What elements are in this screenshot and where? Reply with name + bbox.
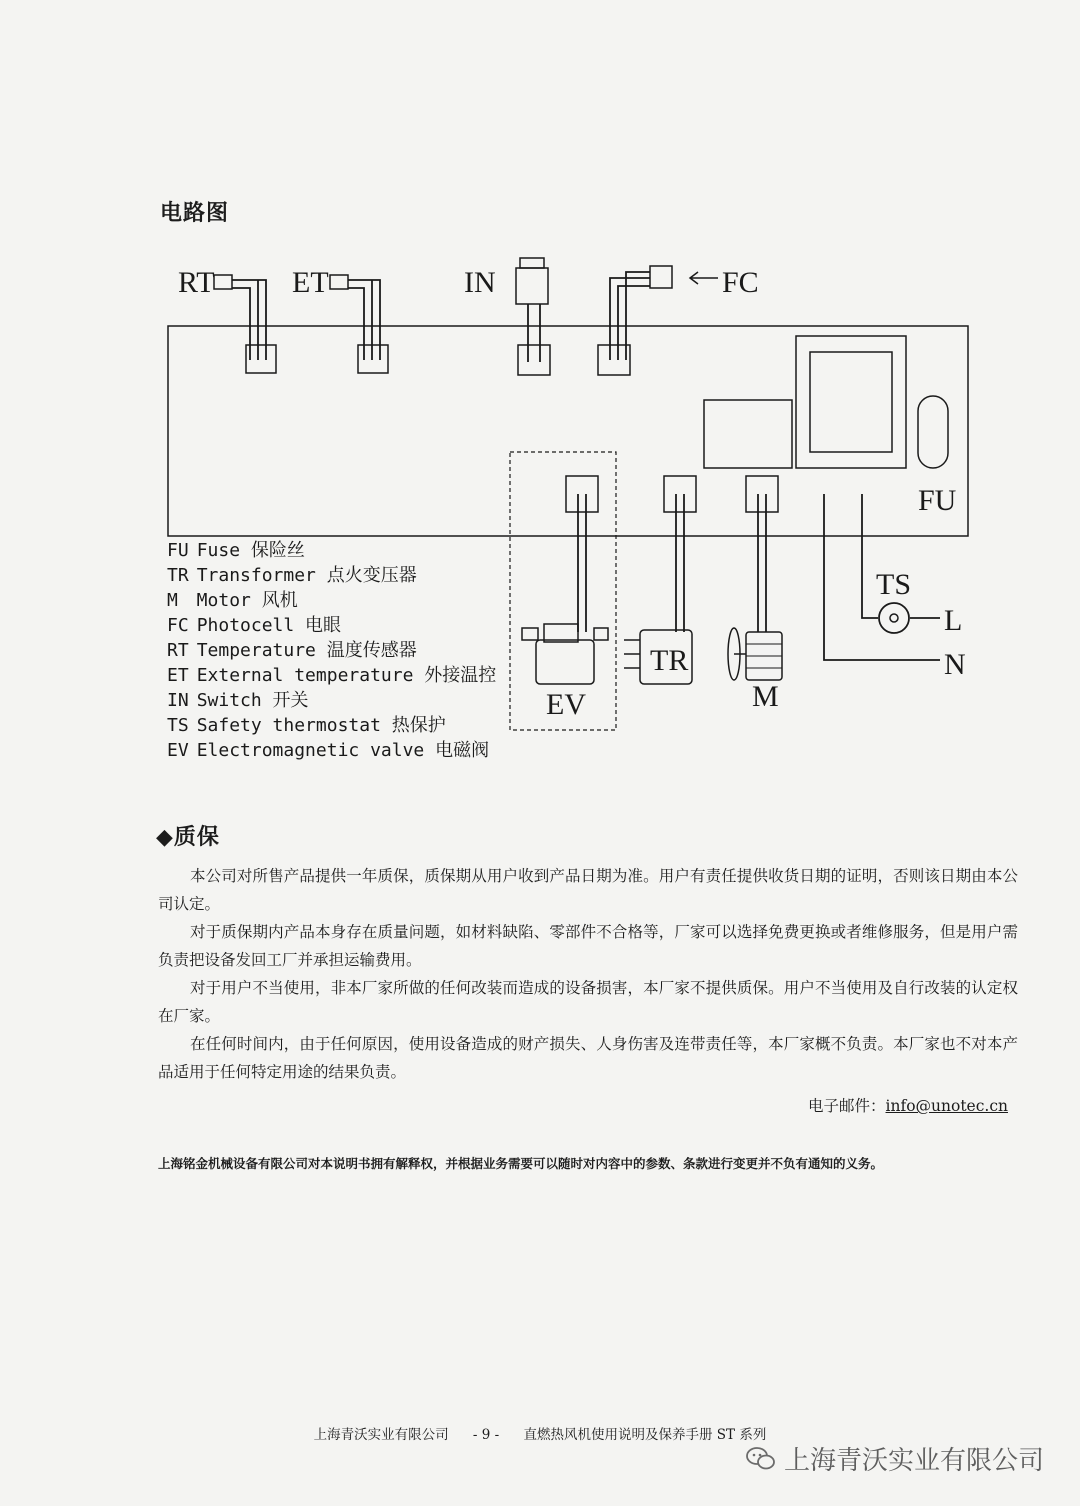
email-link[interactable]: info@unotec.cn — [885, 1097, 1008, 1115]
warranty-title: ◆质保 — [156, 825, 220, 850]
m-motor — [728, 628, 782, 680]
fuse-holder — [918, 396, 948, 468]
display-outer — [796, 336, 906, 468]
relay-block — [704, 400, 792, 468]
legend-item: EV Electromagnetic valve 电磁阀 — [167, 740, 490, 761]
warranty-paragraph: 本公司对所售产品提供一年质保，质保期从用户收到产品日期为准。用户有责任提供收货日期的证明，否则该日期由本公司认定。 — [158, 867, 1018, 913]
warranty-body — [158, 862, 1018, 1086]
m-label: M — [752, 680, 779, 713]
legend-item: RT Temperature 温度传感器 — [167, 640, 417, 661]
tr-label: TR — [650, 644, 689, 677]
legend-item: ET External temperature 外接温控 — [167, 665, 497, 686]
ts-thermostat — [879, 603, 909, 633]
legend-item: TR Transformer 点火变压器 — [167, 565, 417, 586]
page-number: - 9 - — [472, 1427, 500, 1443]
footer-manual-title: 直燃热风机使用说明及保养手册 ST 系列 — [523, 1427, 767, 1443]
ev-terminal — [566, 476, 598, 512]
disclaimer: 上海铭金机械设备有限公司对本说明书拥有解释权，并根据业务需要可以随时对内容中的参数、条款进行变更并不负有通知的义务。 — [158, 1156, 884, 1171]
warranty-paragraph: 在任何时间内，由于任何原因，使用设备造成的财产损失、人身伤害及连带责任等，本厂家概不负责。本厂家也不对本产品适用于任何特定用途的结果负责。 — [158, 1035, 1018, 1081]
m-terminal — [746, 476, 778, 512]
tr-terminal — [664, 476, 696, 512]
watermark — [746, 1440, 1044, 1477]
legend-item: FC Photocell 电眼 — [167, 615, 342, 636]
in-switch — [516, 258, 550, 375]
legend-item: M Motor 风机 — [167, 590, 298, 611]
legend-item: FU Fuse 保险丝 — [167, 540, 305, 561]
fc-label: FC — [722, 266, 759, 299]
ts-label: TS — [876, 568, 912, 601]
et-label: ET — [292, 266, 329, 299]
warranty-paragraph: 对于用户不当使用，非本厂家所做的任何改装而造成的设备损害，本厂家不提供质保。用户不当使用及自行改装的认定权在厂家。 — [158, 979, 1018, 1025]
fc-photocell — [598, 266, 718, 375]
email-label: 电子邮件： — [808, 1097, 886, 1115]
fu-label: FU — [918, 484, 957, 517]
wechat-icon — [746, 1446, 776, 1472]
component-legend — [167, 538, 504, 763]
rt-connector — [214, 275, 276, 373]
legend-item: IN Switch 开关 — [167, 690, 309, 711]
warranty-paragraph: 对于质保期内产品本身存在质量问题，如材料缺陷、零部件不合格等，厂家可以选择免费更换或者维修服务，但是用户需负责把设备发回工厂并承担运输费用。 — [158, 923, 1018, 969]
email-line — [808, 1094, 1008, 1116]
ev-label: EV — [546, 688, 586, 721]
ev-valve — [522, 624, 608, 684]
rt-label: RT — [178, 266, 215, 299]
n-label: N — [944, 648, 966, 681]
m-wire — [758, 494, 766, 632]
l-label: L — [944, 604, 963, 637]
circuit-diagram-title: 电路图 — [160, 201, 230, 226]
control-board — [168, 326, 968, 536]
display-inner — [810, 352, 892, 452]
watermark-text: 上海青沃实业有限公司 — [783, 1446, 1044, 1476]
tr-wire — [676, 494, 684, 632]
in-label: IN — [464, 266, 496, 299]
ev-wire — [578, 494, 586, 632]
footer-company: 上海青沃实业有限公司 — [313, 1427, 449, 1443]
legend-item: TS Safety thermostat 热保护 — [167, 715, 446, 736]
et-connector — [330, 275, 388, 373]
